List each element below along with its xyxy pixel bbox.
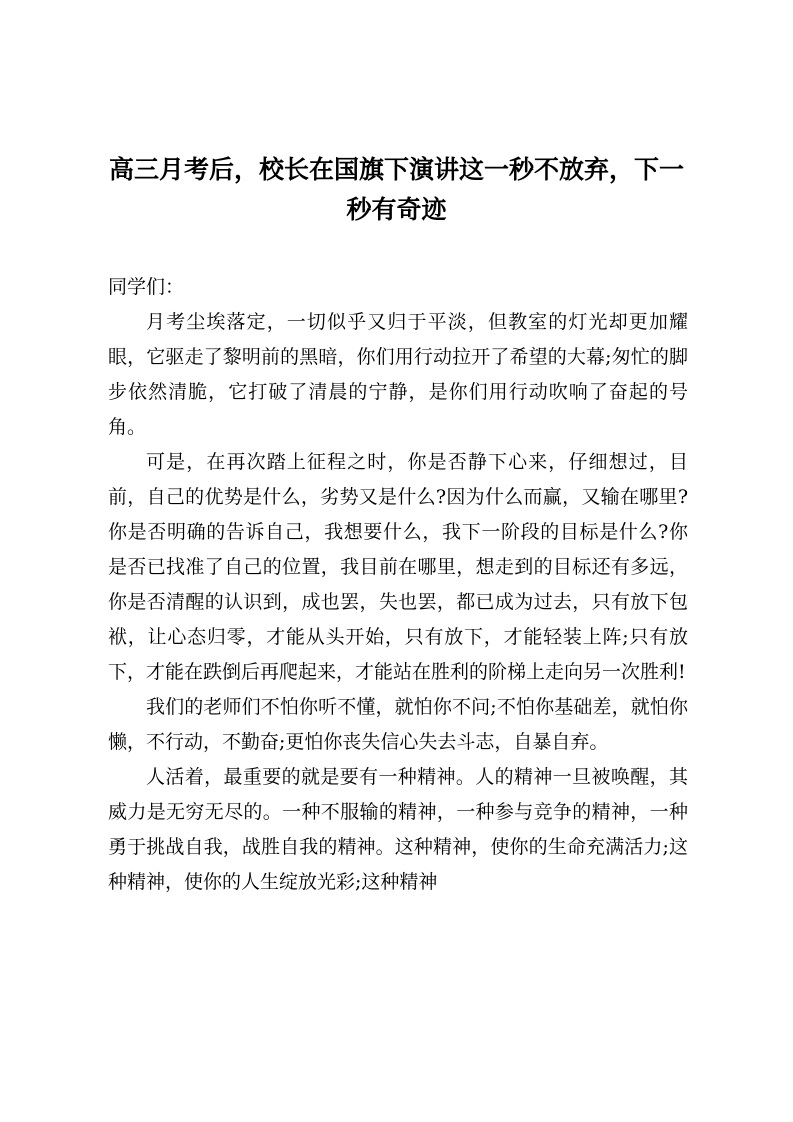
document-title: 高三月考后，校长在国旗下演讲这一秒不放弃，下一秒有奇迹	[108, 155, 684, 224]
paragraph: 我们的老师们不怕你听不懂，就怕你不问;不怕你基础差，就怕你懒，不行动，不勤奋;更怕你丧失信心失去斗志，自暴自弃。	[108, 696, 688, 753]
salutation: 同学们：	[108, 276, 185, 298]
document-body	[108, 270, 688, 900]
paragraph: 人活着，最重要的就是要有一种精神。人的精神一旦被唤醒，其威力是无穷无尽的。一种不服输的精神，一种参与竞争的精神，一种勇于挑战自我，战胜自我的精神。这种精神，使你的生命充满活力;这种精神，使你的人生绽放光彩;这种精神	[108, 766, 688, 893]
paragraph: 月考尘埃落定，一切似乎又归于平淡，但教室的灯光却更加耀眼，它驱走了黎明前的黑暗，你们用行动拉开了希望的大幕;匆忙的脚步依然清脆，它打破了清晨的宁静，是你们用行动吹响了奋起的号角。	[108, 311, 688, 438]
paragraph: 可是，在再次踏上征程之时，你是否静下心来，仔细想过，目前，自己的优势是什么，劣势又是什么?因为什么而赢，又输在哪里?你是否明确的告诉自己，我想要什么，我下一阶段的目标是什么?你是否已找准了自己的位置，我目前在哪里，想走到的目标还有多远，你是否清醒的认识到，成也罢，失也罢，都已成为过去，只有放下包袱，让心态归零，才能从头开始，只有放下，才能轻装上阵;只有放下，才能在跌倒后再爬起来，才能站在胜利的阶梯上走向另一次胜利!	[108, 451, 688, 683]
